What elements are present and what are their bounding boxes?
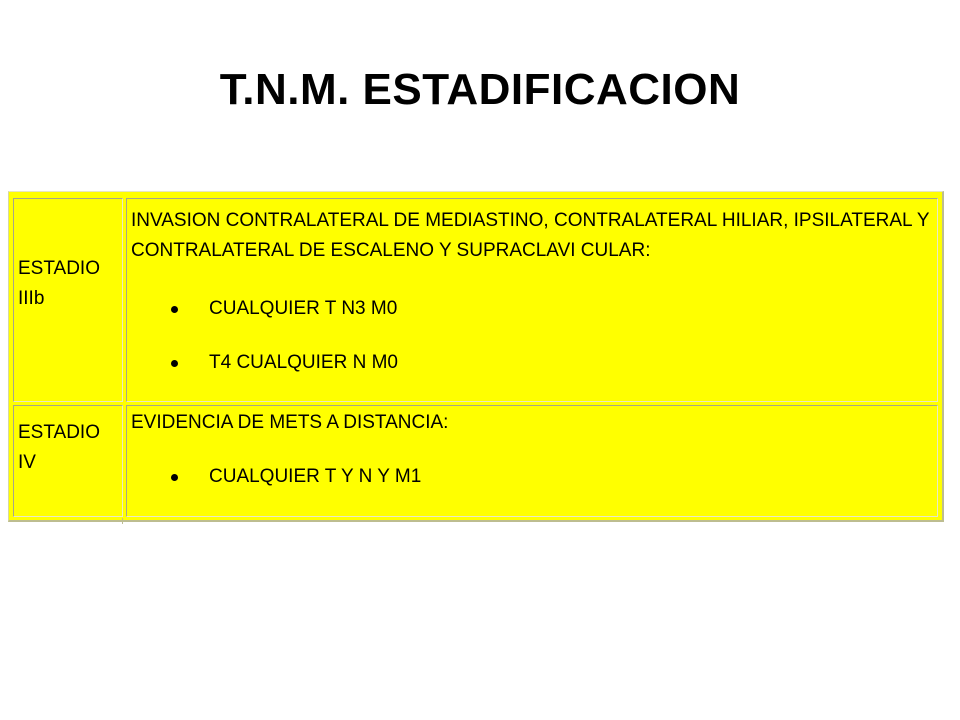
description-heading: EVIDENCIA DE METS A DISTANCIA: xyxy=(131,412,449,433)
list-item-text: CUALQUIER T Y N Y M1 xyxy=(209,466,422,487)
list-item xyxy=(171,348,931,378)
stage-label xyxy=(18,418,122,478)
description-cell xyxy=(126,405,938,517)
description-heading: INVASION CONTRALATERAL DE MEDIASTINO, CONTRALATERAL HILIAR, IPSILATERAL Y CONTRALATERAL DE ESCALENO Y SUPRACLAVI CULAR: xyxy=(131,210,930,261)
staging-table xyxy=(8,191,944,522)
list-item-text: T4 CUALQUIER N M0 xyxy=(209,352,398,373)
table-divider xyxy=(122,518,123,524)
stage-label xyxy=(18,254,122,314)
stage-label-line: ESTADIO xyxy=(18,258,100,279)
bullet-icon xyxy=(171,474,178,481)
bullet-icon xyxy=(171,360,178,367)
list-item xyxy=(171,462,931,492)
stage-label-line: IV xyxy=(18,452,36,473)
table-row xyxy=(13,198,938,402)
stage-label-line: IIIb xyxy=(18,288,45,309)
stage-label-line: ESTADIO xyxy=(18,422,100,443)
description-cell xyxy=(126,198,938,402)
list-item-text: CUALQUIER T N3 M0 xyxy=(209,298,398,319)
stage-cell xyxy=(13,198,123,402)
list-item xyxy=(171,294,931,324)
table-row xyxy=(13,405,938,517)
bullet-icon xyxy=(171,306,178,313)
slide-title: T.N.M. ESTADIFICACION xyxy=(219,65,741,114)
stage-cell xyxy=(13,405,123,517)
